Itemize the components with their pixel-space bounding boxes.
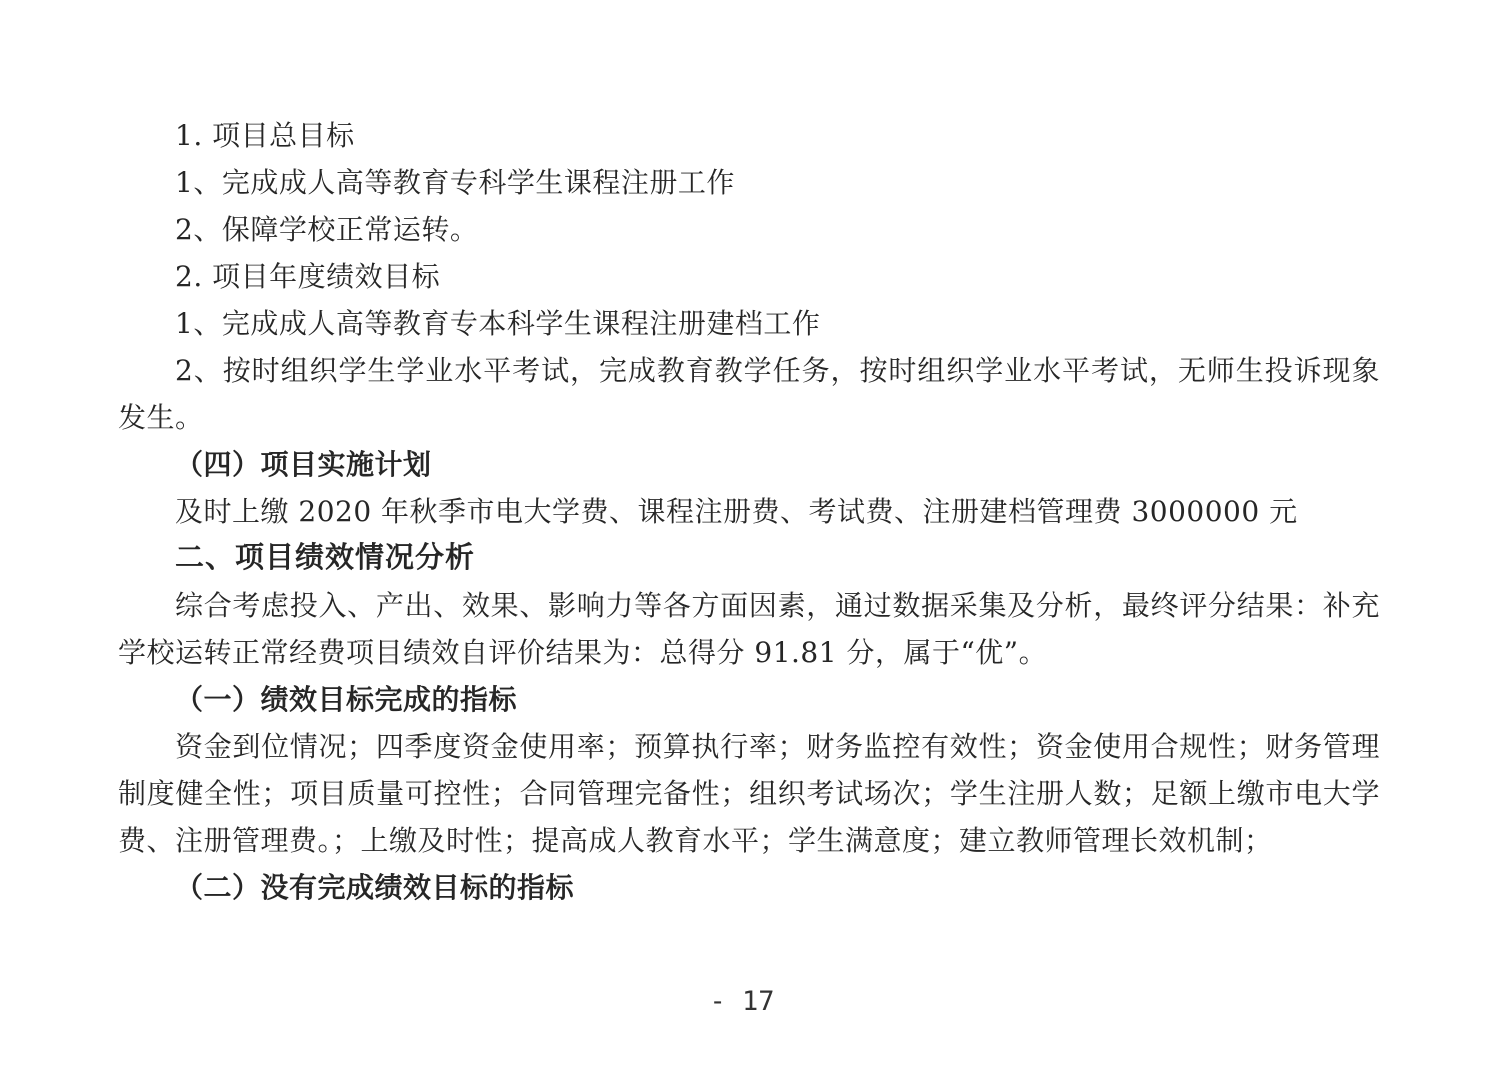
para-annual-goal-2: 2、按时组织学生学业水平考试，完成教育教学任务，按时组织学业水平考试，无师生投诉现象发生。: [118, 354, 1380, 434]
para-annual-goal-1: 1、完成成人高等教育专本科学生课程注册建档工作: [175, 307, 821, 340]
heading-completed-indicators: （一）绩效目标完成的指标: [175, 683, 518, 716]
para-analysis-summary: 综合考虑投入、产出、效果、影响力等各方面因素，通过数据采集及分析，最终评分结果：补充学校运转正常经费项目绩效自评价结果为：总得分 91.81 分，属于“优”。: [118, 589, 1380, 669]
heading-uncompleted-indicators: （二）没有完成绩效目标的指标: [175, 871, 575, 904]
para-project-overall-goal-heading: 1. 项目总目标: [175, 119, 355, 152]
heading-performance-analysis: 二、项目绩效情况分析: [175, 542, 476, 574]
page-number: - 17: [709, 986, 775, 1017]
para-indicator-list: 资金到位情况；四季度资金使用率；预算执行率；财务监控有效性；资金使用合规性；财务管理制度健全性；项目质量可控性；合同管理完备性；组织考试场次；学生注册人数；足额上缴市电大学费、注册管理费。；上缴及时性；提高成人教育水平；学生满意度；建立教师管理长效机制；: [118, 730, 1380, 857]
document-body: [118, 112, 1380, 911]
para-overall-goal-2: 2、保障学校正常运转。: [175, 213, 479, 246]
para-annual-performance-goal-heading: 2. 项目年度绩效目标: [175, 260, 441, 293]
para-payment-plan: 及时上缴 2020 年秋季市电大学费、课程注册费、考试费、注册建档管理费 3000000 元: [175, 495, 1298, 528]
para-overall-goal-1: 1、完成成人高等教育专科学生课程注册工作: [175, 166, 735, 199]
heading-implementation-plan: （四）项目实施计划: [175, 448, 432, 481]
